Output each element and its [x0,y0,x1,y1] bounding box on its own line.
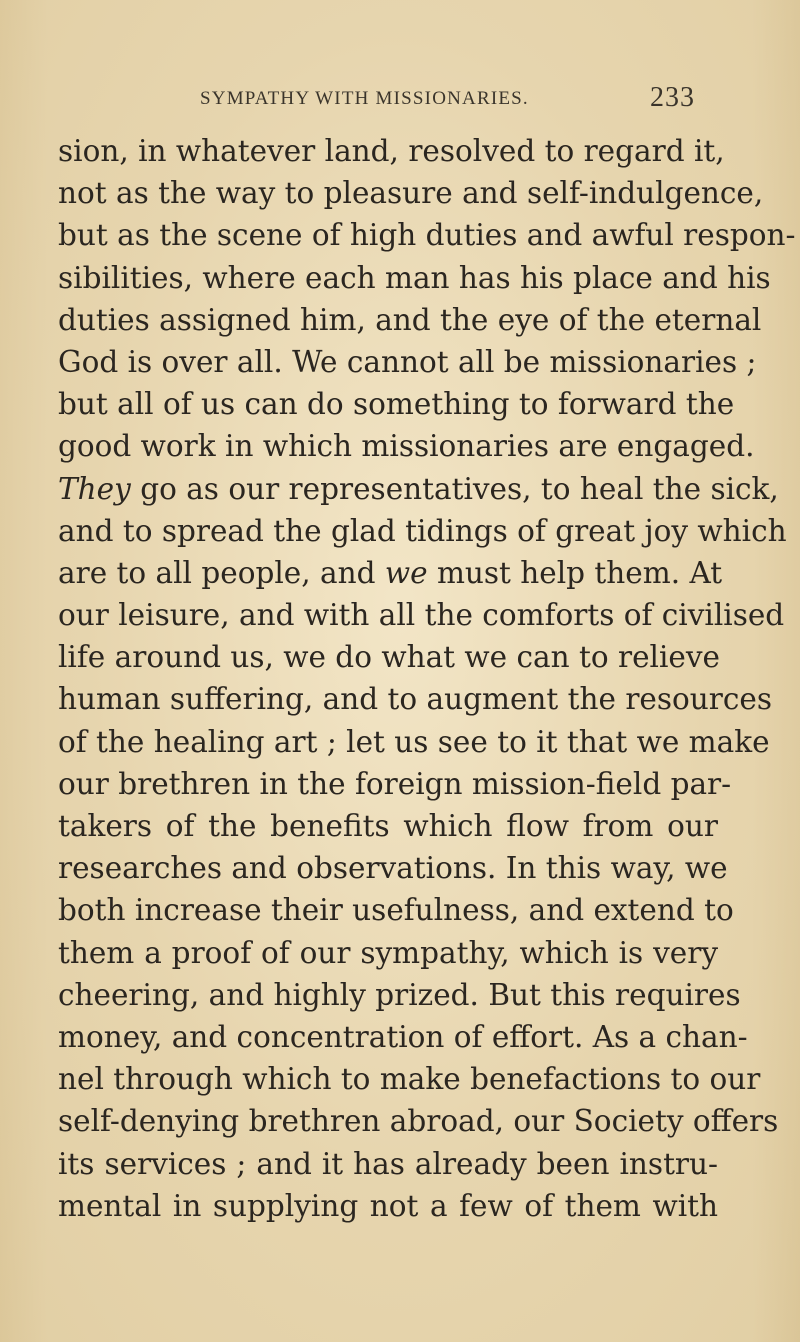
text-line: of the healing art ; let us see to it that we make [58,724,770,759]
text-line: mental in supplying not a few of them with [58,1188,718,1223]
text-segment: go as our representatives, to heal the sick, [130,471,779,506]
text-line [58,468,779,510]
text-line: self-denying brethren abroad, our Society offers [58,1104,779,1139]
text-line: our brethren in the foreign mission-field par- [58,766,732,801]
page-number: 233 [650,82,695,113]
text-segment: must help them. At [427,555,723,590]
text-line [58,552,723,594]
text-line: sion, in whatever land, resolved to regard it, [58,134,725,168]
running-header: SYMPATHY WITH MISSIONARIES. [200,88,529,109]
text-line: human suffering, and to augment the resources [58,682,773,717]
text-line: nel through which to make benefactions to our [58,1062,761,1097]
text-line: cheering, and highly prized. But this requires [58,977,741,1012]
text-line: God is over all. We cannot all be missionaries ; [58,344,757,379]
italic-word: we [384,555,428,590]
text-line: researches and observations. In this way, we [58,851,728,886]
body-text [58,130,796,1227]
text-line: our leisure, and with all the comforts of civilised [58,598,785,633]
text-line: good work in which missionaries are engaged. [58,429,755,464]
text-segment: are to all people, and [58,555,385,590]
text-line: duties assigned him, and the eye of the eternal [58,302,762,337]
text-line: them a proof of our sympathy, which is very [58,935,718,970]
text-line: both increase their usefulness, and extend to [58,893,734,928]
text-line: but as the scene of high duties and awful respon- [58,218,796,253]
italic-word: They [58,471,131,506]
text-line: takers of the benefits which flow from our [58,809,718,843]
text-line: life around us, we do what we can to relieve [58,640,720,675]
text-line: and to spread the glad tidings of great joy which [58,513,787,548]
text-line: not as the way to pleasure and self-indulgence, [58,176,764,211]
text-line: its services ; and it has already been instru- [58,1146,718,1181]
text-line: money, and concentration of effort. As a chan- [58,1019,748,1054]
text-line: sibilities, where each man has his place and his [58,260,771,295]
text-line: but all of us can do something to forward the [58,387,735,422]
